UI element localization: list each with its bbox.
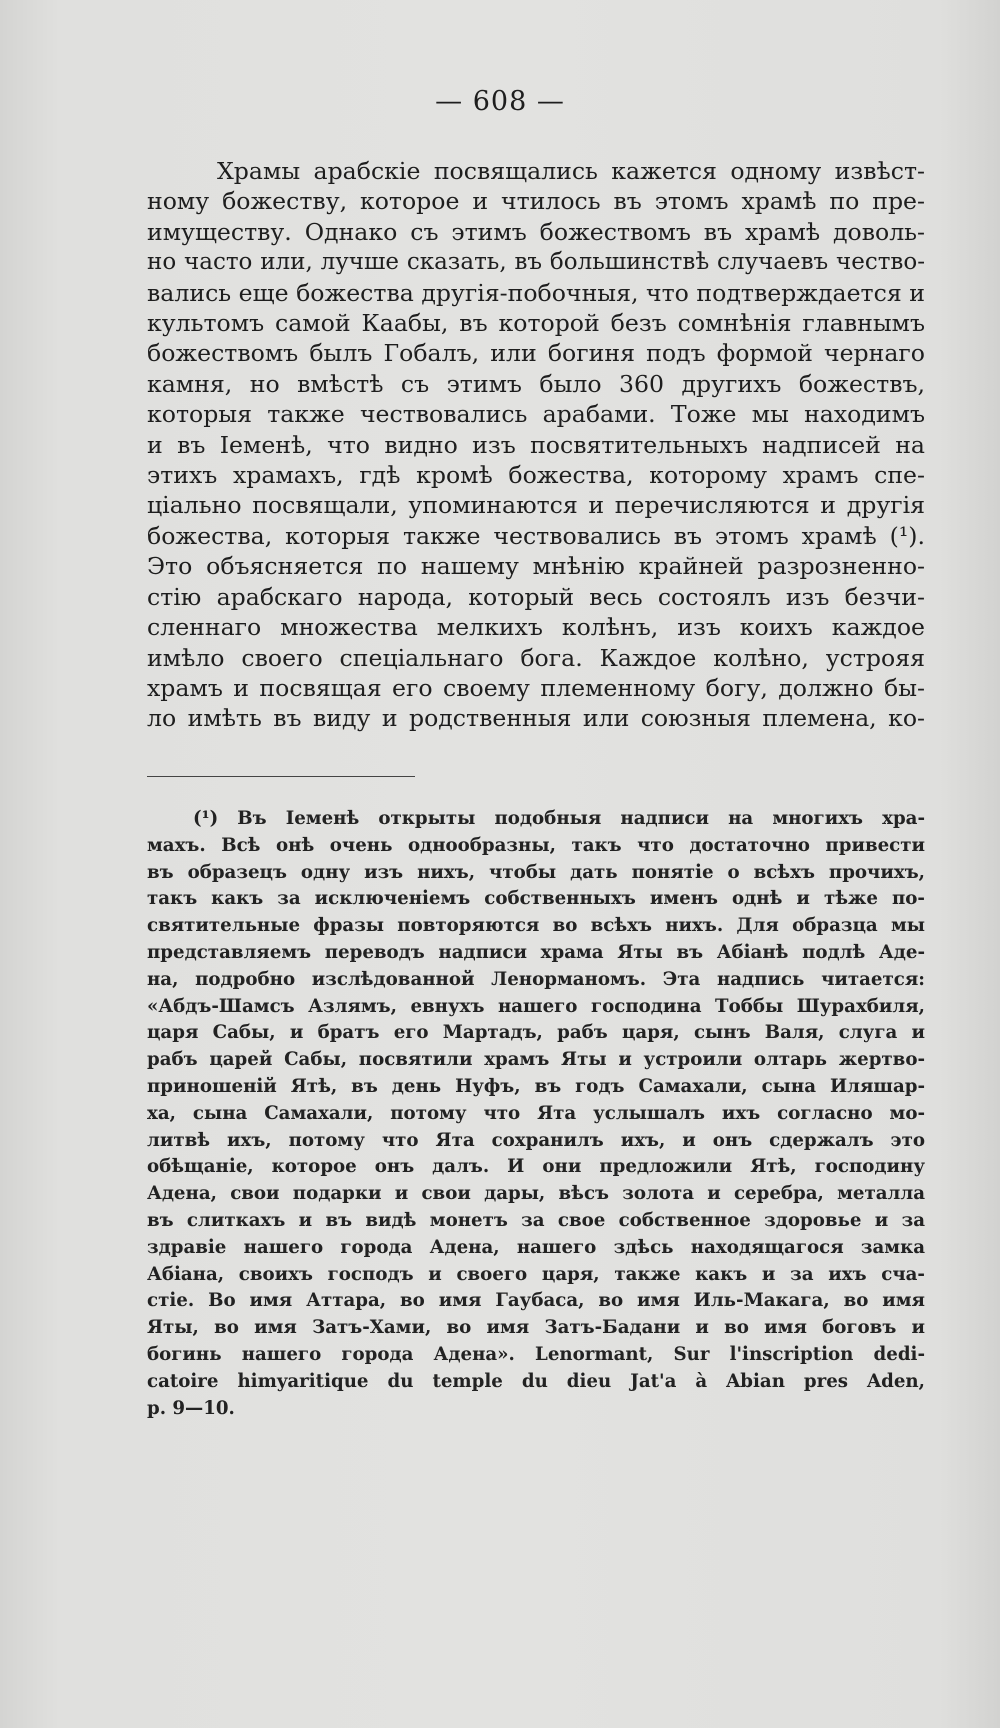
main_text-line: божества, которыя также чествовались въ этомъ храмѣ (¹). — [147, 521, 925, 550]
main-text-block — [147, 156, 925, 734]
footnote-block — [147, 806, 925, 1422]
footnote-line: въ слиткахъ и въ видѣ монетъ за свое собственное здоровье и за — [147, 1209, 925, 1231]
main_text-line: ло имѣть въ виду и родственныя или союзныя племена, ко- — [147, 704, 925, 733]
footnote-line: Яты, во имя Затъ-Хами, во имя Затъ-Бадани и во имя боговъ и — [147, 1317, 925, 1339]
main_text-line: камня, но вмѣстѣ съ этимъ было 360 другихъ божествъ, — [147, 369, 925, 398]
footnote-line: Абіана, своихъ господъ и своего царя, также какъ и за ихъ сча- — [147, 1263, 925, 1285]
main_text-line: имѣло своего спеціальнаго бога. Каждое колѣно, устрояя — [147, 643, 925, 672]
main_text-line: ному божеству, которое и чтилось въ этомъ храмѣ по пре- — [147, 187, 925, 216]
main_text-line: и въ Іеменѣ, что видно изъ посвятительныхъ надписей на — [147, 430, 925, 459]
footnote-line: ха, сына Самахали, потому что Ята услышалъ ихъ согласно мо- — [147, 1102, 925, 1124]
page-number: — 608 — — [435, 86, 565, 117]
main_text-line: этихъ храмахъ, гдѣ кромѣ божества, которому храмъ спе- — [147, 461, 925, 490]
main_text-line: но часто или, лучше сказать, въ большинствѣ случаевъ чество- — [147, 249, 925, 276]
footnote-line: богинь нашего города Адена». Lenormant, Sur l'inscription dedi- — [147, 1343, 925, 1365]
footnote-line: рабъ царей Сабы, посвятили храмъ Яты и устроили олтарь жертво- — [147, 1049, 925, 1071]
footnote-line: приношеній Ятѣ, въ день Нуфъ, въ годъ Самахали, сына Иляшар- — [147, 1075, 925, 1097]
footnote-separator — [147, 776, 415, 777]
footnote-line: царя Сабы, и братъ его Мартадъ, рабъ царя, сынъ Валя, слуга и — [147, 1022, 925, 1044]
main_text-line: Это объясняется по нашему мнѣнію крайней разрозненно- — [147, 552, 925, 581]
footnote-line: Адена, свои подарки и свои дары, вѣсъ золота и серебра, металла — [147, 1183, 925, 1205]
main_text-line: ціально посвящали, упоминаются и перечисляются и другія — [147, 491, 925, 520]
footnote-line: обѣщаніе, которое онъ далъ. И они предложили Ятѣ, господину — [147, 1156, 925, 1178]
main_text-line: храмъ и посвящая его своему племенному богу, должно бы- — [147, 673, 925, 702]
footnote-line: p. 9—10. — [147, 1397, 235, 1419]
footnote-line: здравіе нашего города Адена, нашего здѣсь находящагося замка — [147, 1236, 925, 1258]
main_text-line: Храмы арабскіе посвящались кажется одному извѣст- — [217, 157, 925, 185]
footnote-line: стіе. Во имя Аттара, во имя Гаубаса, во имя Иль-Макага, во имя — [147, 1290, 925, 1312]
main_text-line: которыя также чествовались арабами. Тоже мы находимъ — [147, 400, 925, 429]
main_text-line: имуществу. Однако съ этимъ божествомъ въ храмѣ доволь- — [147, 217, 925, 246]
footnote-line: catoire himyaritique du temple du dieu Jat'a à Abian pres Aden, — [147, 1370, 925, 1392]
main_text-line: вались еще божества другія-побочныя, что подтверждается и — [147, 278, 925, 307]
footnote-line: въ образецъ одну изъ нихъ, чтобы дать понятіе о всѣхъ прочихъ, — [147, 861, 925, 883]
footnote-line: «Абдъ-Шамсъ Азлямъ, евнухъ нашего господина Тоббы Шурахбиля, — [147, 995, 925, 1017]
footnote-line: представляемъ переводъ надписи храма Яты въ Абіанѣ подлѣ Аде- — [147, 941, 925, 963]
footnote-line: святительные фразы повторяются во всѣхъ нихъ. Для образца мы — [147, 915, 925, 937]
main_text-line: сленнаго множества мелкихъ колѣнъ, изъ коихъ каждое — [147, 613, 925, 642]
main_text-line: стію арабскаго народа, который весь состоялъ изъ безчи- — [147, 582, 925, 611]
main_text-line: божествомъ былъ Гобалъ, или богиня подъ формой чернаго — [147, 339, 925, 368]
footnote-line: махъ. Всѣ онѣ очень однообразны, такъ что достаточно привести — [147, 834, 925, 856]
footnote-line: литвѣ ихъ, потому что Ята сохранилъ ихъ, и онъ сдержалъ это — [147, 1129, 925, 1151]
footnote-line: (¹) Въ Іеменѣ открыты подобныя надписи на многихъ хра- — [193, 808, 925, 829]
main_text-line: культомъ самой Каабы, въ которой безъ сомнѣнія главнымъ — [147, 309, 925, 338]
footnote-line: такъ какъ за исключеніемъ собственныхъ именъ однѣ и тѣже по- — [147, 888, 925, 910]
footnote-line: на, подробно изслѣдованной Ленорманомъ. Эта надпись читается: — [147, 968, 925, 990]
